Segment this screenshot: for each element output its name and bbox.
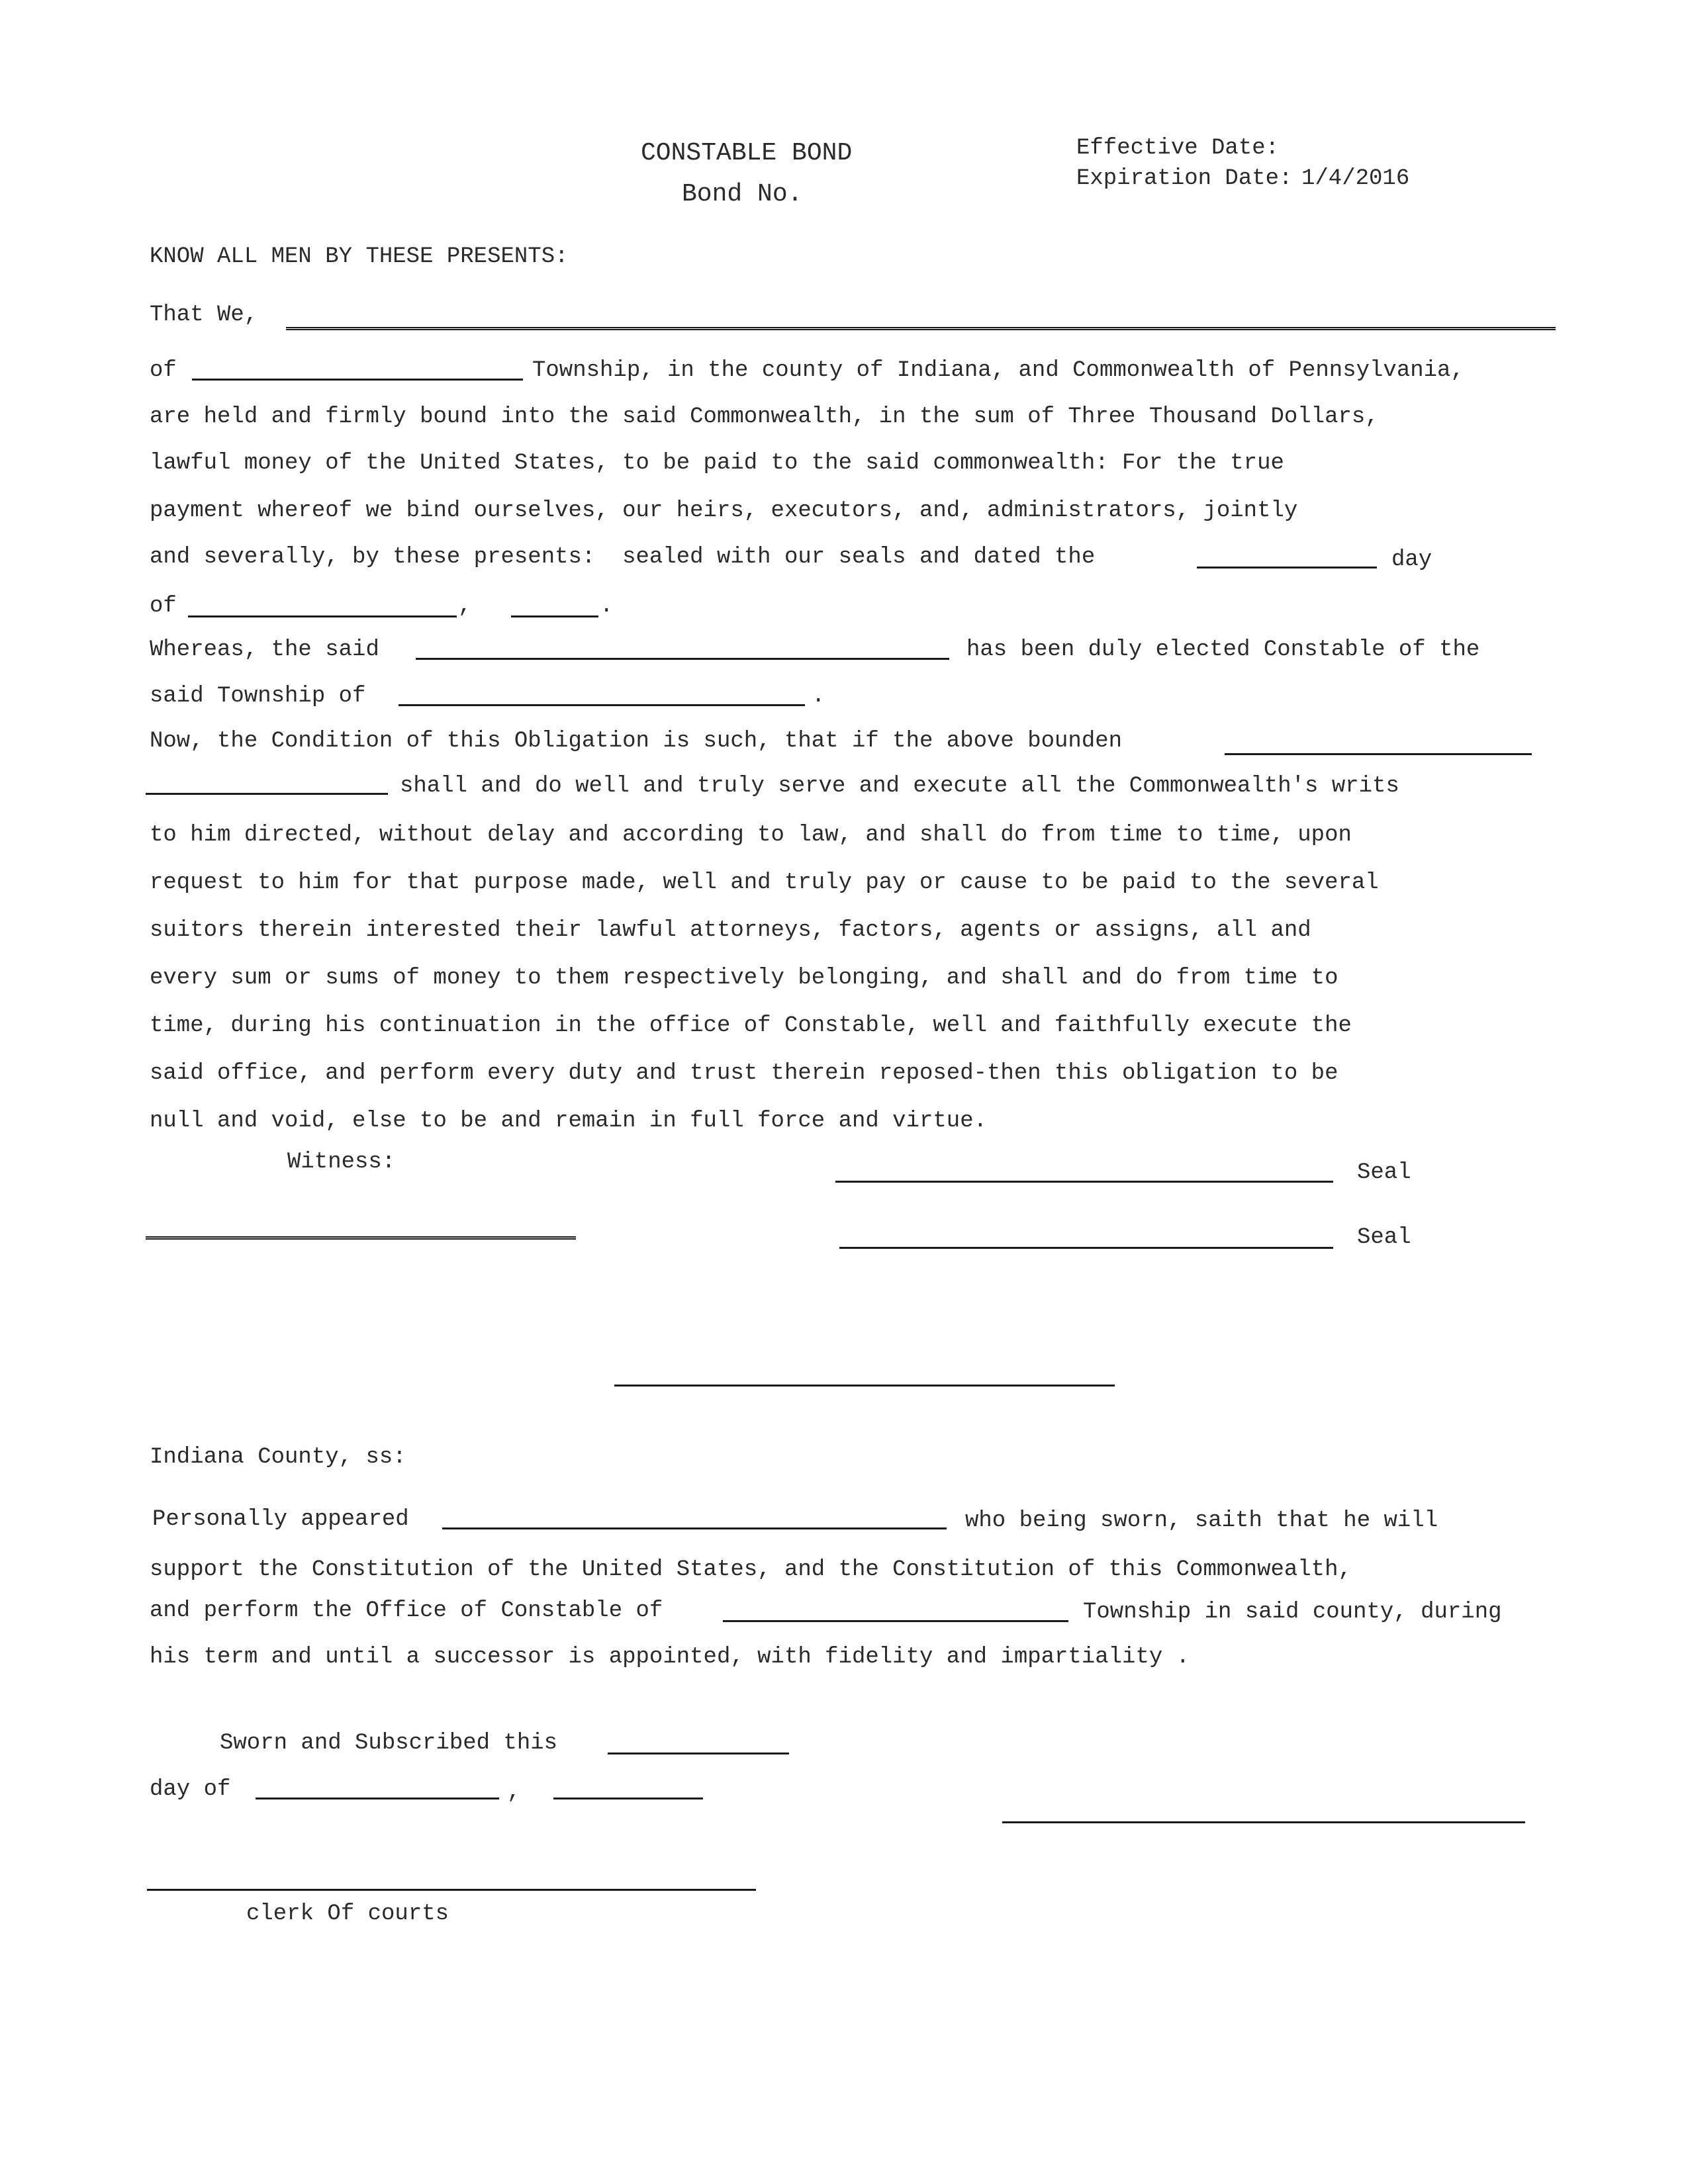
obligor-names-line[interactable] bbox=[286, 327, 1556, 330]
township-period: . bbox=[812, 684, 825, 709]
body-line-e: time, during his continuation in the office of Constable, well and faithfully execute the bbox=[150, 1013, 1352, 1038]
body-line-5: and severally, by these presents: sealed with our seals and dated the bbox=[150, 545, 1096, 570]
sworn-subscribed-label: Sworn and Subscribed this bbox=[220, 1731, 558, 1756]
appeared-name-line[interactable] bbox=[442, 1527, 947, 1529]
that-we-label: That We, bbox=[150, 302, 258, 328]
dated-month-line[interactable] bbox=[188, 615, 457, 617]
know-all-men-heading: KNOW ALL MEN BY THESE PRESENTS: bbox=[150, 244, 569, 269]
sworn-comma: , bbox=[507, 1780, 521, 1805]
seal-label-1: Seal bbox=[1357, 1160, 1411, 1185]
dated-day-line[interactable] bbox=[1197, 567, 1377, 569]
whereas-label: Whereas, the said bbox=[150, 637, 379, 662]
bounden-name-line-2[interactable] bbox=[146, 793, 388, 795]
whereas-tail: has been duly elected Constable of the bbox=[966, 637, 1480, 662]
oath-township-line[interactable] bbox=[723, 1620, 1068, 1622]
support-constitution-line: support the Constitution of the United States, and the Constitution of this Commonwealth, bbox=[150, 1557, 1352, 1582]
sworn-month-line[interactable] bbox=[256, 1797, 499, 1799]
expiration-date-label: Expiration Date: bbox=[1076, 166, 1293, 191]
perform-office-label: and perform the Office of Constable of bbox=[150, 1598, 663, 1623]
day-label: day bbox=[1391, 547, 1432, 572]
body-line-f: said office, and perform every duty and trust therein reposed-then this obligation to be bbox=[150, 1061, 1338, 1086]
date-comma: , bbox=[458, 594, 472, 619]
date-period: . bbox=[600, 594, 614, 619]
term-fidelity-line: his term and until a successor is appointed, with fidelity and impartiality . bbox=[150, 1645, 1190, 1670]
township-name-line[interactable] bbox=[192, 379, 523, 381]
clerk-signature-line[interactable] bbox=[147, 1889, 756, 1891]
said-township-line[interactable] bbox=[399, 704, 805, 706]
of-label: of bbox=[150, 358, 177, 383]
seal-label-2: Seal bbox=[1357, 1225, 1411, 1250]
document-title: CONSTABLE BOND bbox=[641, 139, 853, 167]
bounden-name-line-1[interactable] bbox=[1225, 753, 1532, 755]
seal-signature-line-1[interactable] bbox=[835, 1181, 1333, 1183]
body-line-c: suitors therein interested their lawful attorneys, factors, agents or assigns, all and bbox=[150, 918, 1311, 943]
constable-name-line[interactable] bbox=[416, 658, 949, 660]
body-line-3: lawful money of the United States, to be paid to the said commonwealth: For the true bbox=[150, 451, 1284, 476]
seal-signature-line-2[interactable] bbox=[839, 1247, 1333, 1249]
sworn-day-line[interactable] bbox=[608, 1752, 789, 1754]
body-line-g: null and void, else to be and remain in full force and virtue. bbox=[150, 1109, 988, 1134]
section-divider bbox=[614, 1385, 1115, 1387]
body-line-1-tail: Township, in the county of Indiana, and Commonwealth of Pennsylvania, bbox=[532, 358, 1464, 383]
dated-year-line[interactable] bbox=[511, 615, 598, 617]
personally-appeared-label: Personally appeared bbox=[152, 1507, 409, 1532]
said-township-label: said Township of bbox=[150, 684, 366, 709]
witness-label: Witness: bbox=[287, 1150, 396, 1175]
of-month-label: of bbox=[150, 594, 177, 619]
witness-signature-line[interactable] bbox=[146, 1236, 576, 1240]
bond-number-label: Bond No. bbox=[682, 180, 803, 208]
township-county-tail: Township in said county, during bbox=[1083, 1600, 1502, 1625]
sworn-year-line[interactable] bbox=[553, 1797, 703, 1799]
shall-serve-line: shall and do well and truly serve and execute all the Commonwealth's writs bbox=[400, 774, 1399, 799]
body-line-2: are held and firmly bound into the said Commonwealth, in the sum of Three Thousand Dollars, bbox=[150, 404, 1379, 430]
sworn-tail: who being sworn, saith that he will bbox=[965, 1508, 1438, 1533]
expiration-date-value: 1/4/2016 bbox=[1301, 166, 1410, 191]
effective-date-label: Effective Date: bbox=[1076, 136, 1280, 161]
condition-line: Now, the Condition of this Obligation is such, that if the above bounden bbox=[150, 729, 1123, 754]
body-line-4: payment whereof we bind ourselves, our heirs, executors, and, administrators, jointly bbox=[150, 498, 1298, 523]
clerk-of-courts-label: clerk Of courts bbox=[246, 1901, 449, 1927]
body-line-d: every sum or sums of money to them respectively belonging, and shall and do from time to bbox=[150, 966, 1338, 991]
affiant-signature-line[interactable] bbox=[1002, 1821, 1525, 1823]
day-of-label: day of bbox=[150, 1777, 231, 1802]
body-line-a: to him directed, without delay and according to law, and shall do from time to time, upon bbox=[150, 823, 1352, 848]
county-ss-label: Indiana County, ss: bbox=[150, 1445, 406, 1470]
body-line-b: request to him for that purpose made, well and truly pay or cause to be paid to the several bbox=[150, 870, 1379, 895]
